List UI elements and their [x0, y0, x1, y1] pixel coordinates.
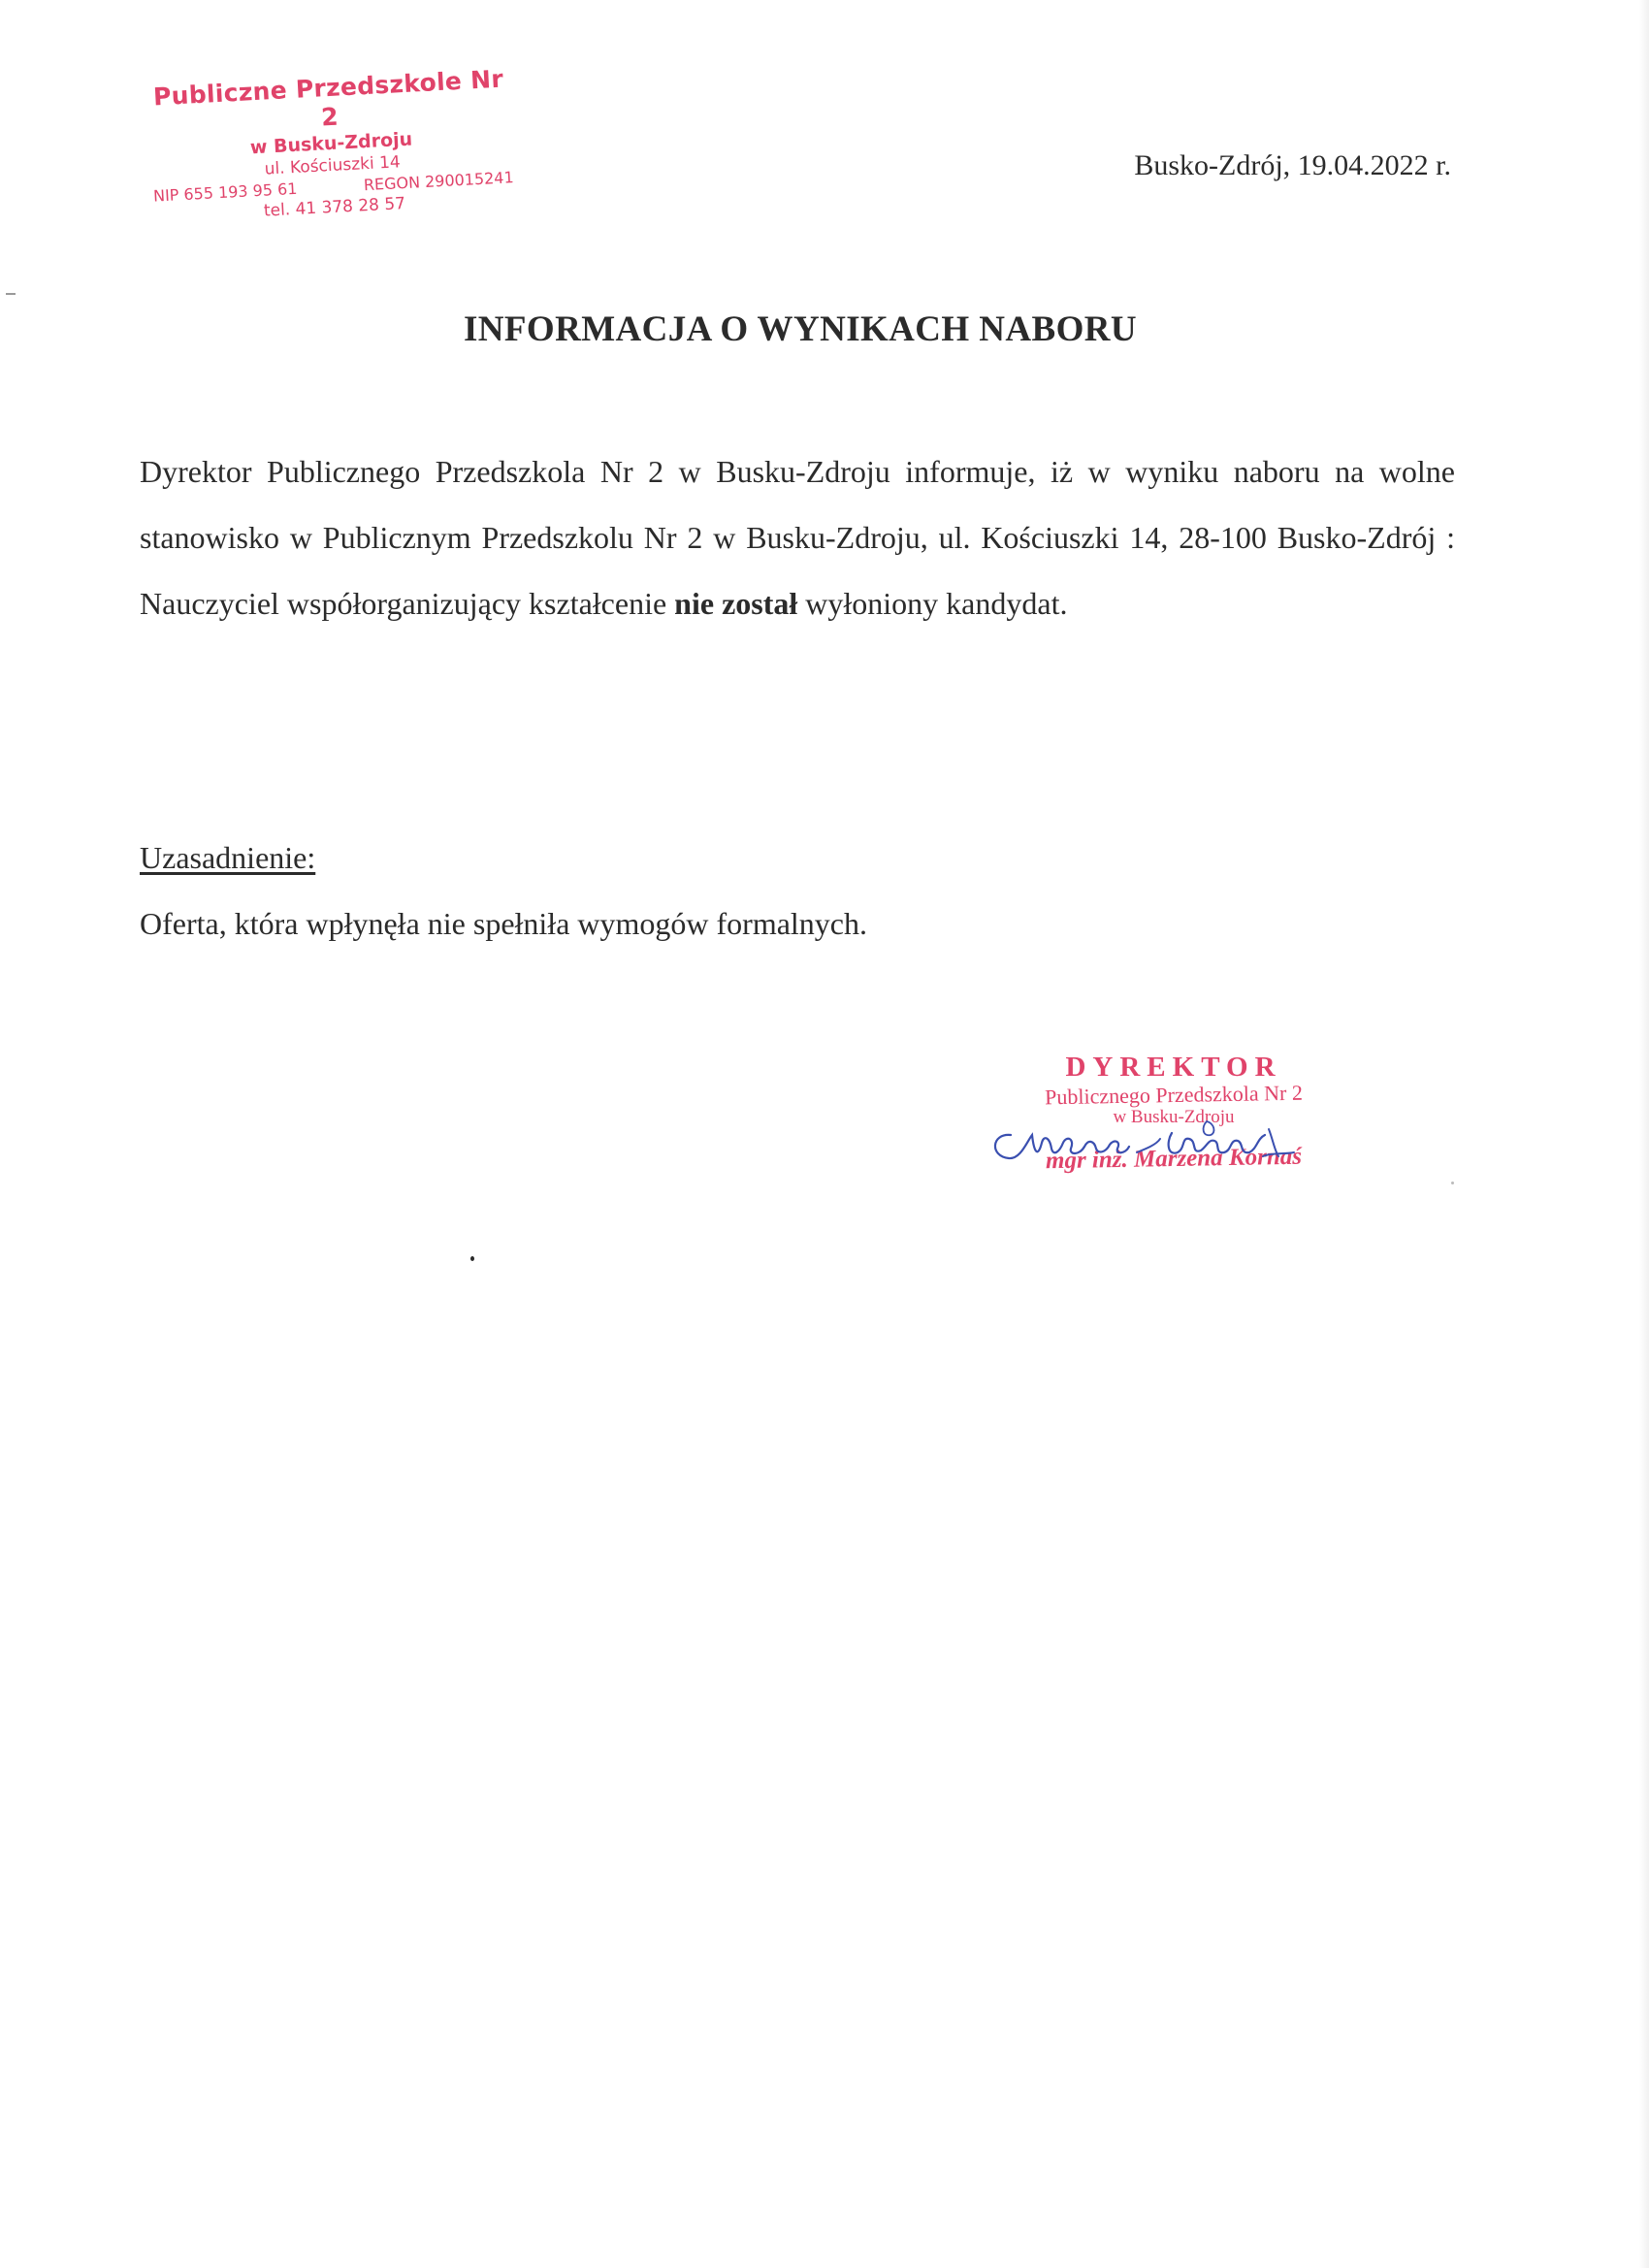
- body-text-bold: nie został: [674, 586, 798, 621]
- document-title: INFORMACJA O WYNIKACH NABORU: [463, 309, 1137, 349]
- scan-edge: [1639, 0, 1649, 2268]
- stamp-school-city: w Busku-Zdroju: [249, 128, 413, 159]
- scan-dot: [1451, 1182, 1454, 1184]
- justification-text: Oferta, która wpłynęła nie spełniła wymogów formalnych.: [140, 906, 867, 941]
- stamp-regon: REGON 290015241: [363, 168, 515, 195]
- body-paragraph: [140, 438, 1455, 636]
- director-stamp-city: w Busku-Zdroju: [1113, 1107, 1235, 1127]
- director-stamp-institution: Publicznego Przedszkola Nr 2: [1044, 1080, 1304, 1110]
- director-stamp-title: DYREKTOR: [1065, 1052, 1282, 1083]
- body-text-part1: Dyrektor Publicznego Przedszkola Nr 2 w Busku-Zdroju informuje, iż w wyniku naboru na wolne stanowisko w Publicznym Przedszkolu Nr 2 w Busku-Zdroju, ul. Kościuszki 14, 28-100 Busko-Zdrój : Nauczyciel współorganizujący kształcenie: [140, 454, 1455, 621]
- scan-dot: [470, 1256, 474, 1261]
- stamp-nip: NIP 655 193 95 61: [152, 178, 298, 206]
- director-stamp-person: mgr inż. Marzena Kornaś: [1045, 1143, 1303, 1175]
- handwritten-signature: [982, 1114, 1331, 1172]
- body-text-part2: wyłoniony kandydat.: [805, 586, 1068, 621]
- school-stamp: [144, 64, 519, 228]
- scan-mark: [6, 293, 16, 295]
- stamp-school-name: Publiczne Przedszkole Nr 2: [152, 64, 504, 132]
- stamp-tel: tel. 41 378 28 57: [263, 194, 406, 221]
- stamp-school-street: ul. Kościuszki 14: [264, 152, 402, 179]
- justification-label: Uzasadnienie:: [140, 840, 316, 875]
- date-line: Busko-Zdrój, 19.04.2022 r.: [1134, 149, 1451, 181]
